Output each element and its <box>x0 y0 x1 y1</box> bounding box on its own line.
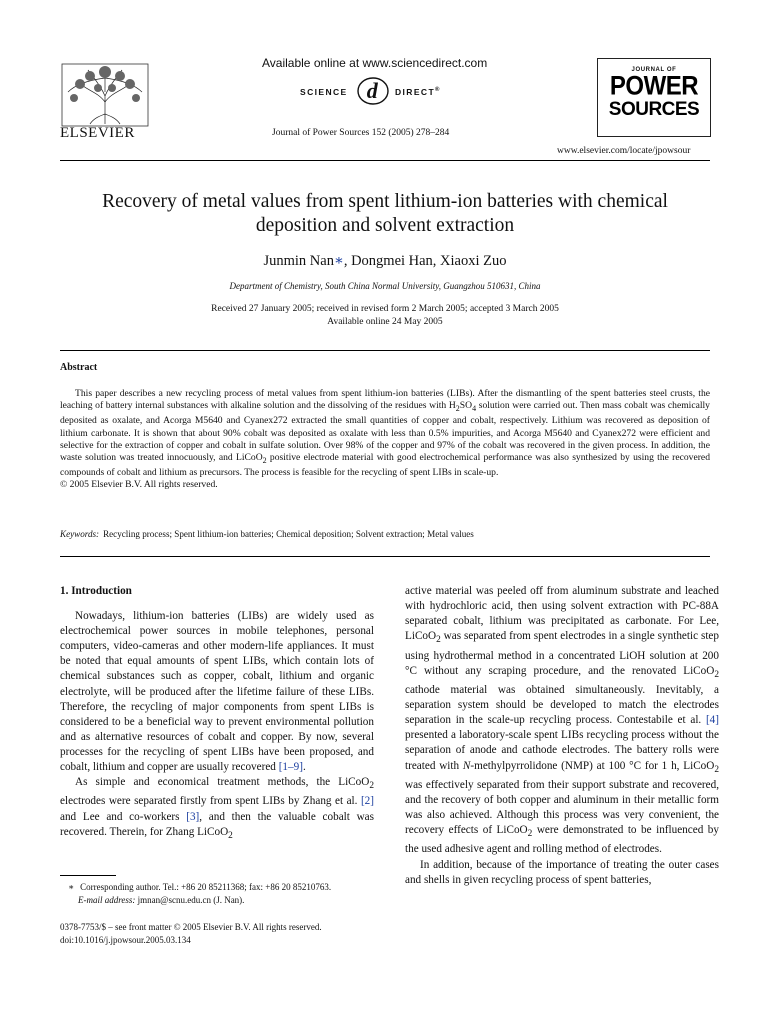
header-divider <box>60 160 710 161</box>
corresponding-author-link[interactable]: ∗ <box>333 253 344 269</box>
title-line-2: deposition and solvent extraction <box>255 215 515 236</box>
intro-paragraph-2: As simple and economical treatment methods, the LiCoO$_2$ electrodes were separated firstly from spent LIBs by Zhang et al. [2] and Lee and co-workers [3], and then the valuable cobalt was recovered. Therein, for Zhang LiCoO$_2$ <box>60 776 374 841</box>
footnote-mark: ∗ <box>68 882 75 892</box>
article-dates <box>60 303 710 329</box>
affiliation: Department of Chemistry, South China Normal University, Guangzhou 510631, China <box>229 281 541 291</box>
journal-box-power: POWER <box>609 71 699 102</box>
title-line-1: Recovery of metal values from spent lithium-ion batteries with chemical <box>102 191 668 212</box>
journal-reference: Journal of Power Sources 152 (2005) 278–284 <box>272 128 450 138</box>
left-column <box>60 584 374 844</box>
sd-right-word: DIRECT® <box>395 87 441 97</box>
journal-box-small: JOURNAL OF <box>631 67 677 73</box>
keywords-label: Keywords: <box>60 529 100 539</box>
sciencedirect-logo <box>300 76 470 106</box>
available-online-link[interactable]: Available online at www.sciencedirect.com <box>262 56 488 70</box>
abstract-body <box>60 388 710 491</box>
available-date: Available online 24 May 2005 <box>327 317 443 327</box>
keywords-list: Recycling process; Spent lithium-ion batteries; Chemical deposition; Solvent extraction; Metal values <box>103 529 474 539</box>
abstract-paragraph: This paper describes a new recycling process of metal values from spent lithium-ion batteries (LIBs). After the dismantling of the spent batteries steel crusts, the leaching of battery internal substances with alkaline solution and the dissolving of the residues with $H_2SO_4$ solution were carried out. Then mass cobalt was chemically deposited as oxalate, and Acorga M5640 and Cyanex272 extracted the small quantities of copper and cobalt, respectively. Lithium was recovered as deposition of lithium carbonate. It is shown that about 90% cobalt was deposited as oxalate with less than 0.5% impurities, and Acorga M5640 and Cyanex272 were efficient and selective for the extraction of copper and cobalt in sulfate solution. Over 98% of the copper and 97% of the cobalt was recovered in the given process. In addition, the waste solution was treated innocuously, and LiCoO$_2$ positive electrode material with good electrochemical performance was also synthesized by using the recovered compounds of cobalt and lithium as precursors. The process is feasible for the recycling of spent LIBs in scale-up. <box>60 388 710 479</box>
corresponding-author-text: Corresponding author. Tel.: +86 20 85211368; fax: +86 20 85210763. <box>80 882 332 892</box>
footnote-divider <box>60 875 116 876</box>
abstract-top-divider <box>60 350 710 351</box>
citation-link[interactable]: [2] <box>360 795 374 808</box>
sciencedirect-d-icon <box>356 76 390 106</box>
keywords-divider <box>60 556 710 557</box>
keywords <box>60 529 710 539</box>
received-dates: Received 27 January 2005; received in revised form 2 March 2005; accepted 3 March 2005 <box>211 304 559 314</box>
email-label: E-mail address: <box>78 894 136 905</box>
intro-paragraph-1: Nowadays, lithium-ion batteries (LIBs) are widely used as electrochemical power sources in mobile telephones, personal computers, video-cameras and other modern-life appliances. It must be noted that equal amounts of spent LIBs, which contain lots of chemical substances such as copper, cobalt, lithium and organic electrolyte, will be produced after the lifetime failure of these LIBs. Therefore, the recycling of major components from spent LIBs is considered to be a beneficial way to prevent environmental pollution and as alternative resources of cobalt and copper. By now, several processes for the recycling of spent LIBs have been proposed, and cobalt, lithium and copper are usually recovered [1–9]. <box>60 610 374 774</box>
issn-copyright: 0378-7753/$ – see front matter © 2005 Elsevier B.V. All rights reserved. <box>60 922 322 932</box>
journal-cover-logo <box>597 58 711 137</box>
right-paragraph-1: active material was peeled off from aluminum substrate and leached with hydrochloric acid, then using solvent extraction with PC-88A separated cobalt, lithium was precipitated as carbonate. For Lee, LiCoO$_2$ was separated from spent electrodes in a single synthetic step using hydrothermal method in a concentrated LiOH solution at 200 °C without any scraping procedure, and the renovated LiCoO$_2$ cathode material was obtained simultaneously. Inevitably, a separation system should be developed to match the electrodes separation in the scale-up recycling process. Contestabile et al. [4] presented a laboratory-scale spent LIBs recycling process without the separation of anode and cathode electrodes. The battery rolls were treated with N-methylpyrrolidone (NMP) at 100 °C for 1 h, LiCoO$_2$ was effectively separated from their support substrate and recovered, and the recovery of both copper and aluminum in their metallic form was also achieved. Although this process was very convenient, the recovery effects of LiCoO$_2$ were demonstrated to be influenced by the used adhesive agent and rolling method of electrodes. <box>405 585 720 856</box>
author-list <box>60 253 710 270</box>
right-column <box>405 584 719 888</box>
doi-link[interactable]: doi:10.1016/j.jpowsour.2005.03.134 <box>60 935 191 945</box>
authors-rest: , Dongmei Han, Xiaoxi Zuo <box>343 253 507 269</box>
author-1: Junmin Nan <box>263 253 334 269</box>
sd-left-word: SCIENCE <box>300 87 348 97</box>
publisher-name: ELSEVIER <box>60 125 135 141</box>
corresponding-author-footnote <box>60 881 380 906</box>
abstract-heading: Abstract <box>60 362 98 373</box>
right-paragraph-2: In addition, because of the importance of treating the outer cases and shells in given recycling process of spent batteries, <box>405 858 719 886</box>
citation-link[interactable]: [1–9] <box>278 761 303 774</box>
svg-text:d: d <box>366 78 380 103</box>
email-link[interactable]: jmnan@scnu.edu.cn (J. Nan). <box>137 894 245 905</box>
section-heading-introduction: 1. Introduction <box>60 585 132 597</box>
abstract-copyright: © 2005 Elsevier B.V. All rights reserved. <box>60 479 218 491</box>
journal-url-link[interactable]: www.elsevier.com/locate/jpowsour <box>557 146 691 156</box>
article-title <box>60 190 710 238</box>
front-matter <box>60 921 400 947</box>
journal-box-sources: SOURCES <box>608 99 700 120</box>
citation-link[interactable]: [4] <box>705 714 719 727</box>
citation-link[interactable]: [3] <box>186 810 200 823</box>
